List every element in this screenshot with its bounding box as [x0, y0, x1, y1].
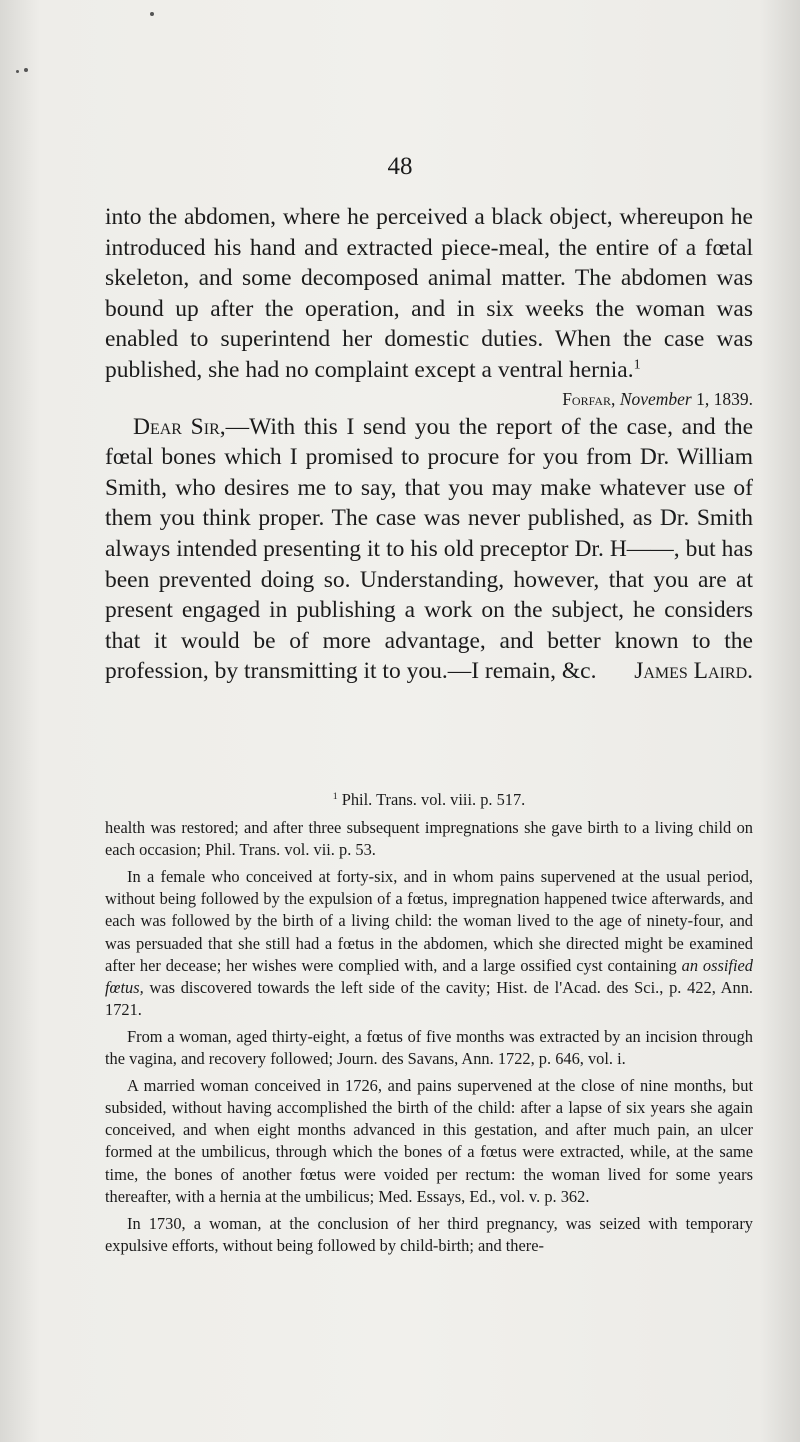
footnote-text: was discovered towards the left side of the cavity; Hist. de l'Acad. des Sci., p. 422, Ann. 1721.	[105, 977, 753, 1019]
scan-speck	[24, 68, 28, 72]
dateline-month: November	[619, 388, 692, 409]
dateline	[105, 386, 753, 412]
dateline-year: 1, 1839.	[696, 388, 753, 409]
footnote-ref-marker: 1	[332, 791, 338, 803]
footnote-text: In a female who conceived at forty-six, and in whom pains supervened at the usual period, without being followed by the expulsion of a fœtus, impregnation happened twice afterwards, and each was followed by the birth of a living child: the woman lived to the age of ninety-four, and was persuaded that she still had a fœtus in the abdomen, which she directed might be examined after her decease; her wishes were complied with, and a large ossified cyst containing	[105, 867, 753, 975]
letter-body: —With this I send you the report of the case, and the fœtal bones which I promised to procure for you from Dr. William Smith, who desires me to say, that you may make whatever use of them you think proper. The case was never published, as Dr. Smith always intended presenting it to his old preceptor Dr. H——, but has been prevented doing so. Understanding, however, that you are at present engaged in publishing a work on the subject, he considers that it would be of more advantage, and better known to the profession, by transmitting it to you.—I remain, &c.	[105, 413, 753, 685]
signature: James Laird.	[634, 658, 753, 685]
footnote-reference	[105, 789, 753, 811]
scan-speck	[150, 12, 154, 16]
main-text	[105, 202, 753, 687]
letter-paragraph	[105, 412, 753, 687]
dateline-place: Forfar,	[562, 388, 616, 409]
scan-speck	[16, 70, 19, 73]
footnote-marker: 1	[633, 356, 641, 373]
footnote-paragraph: From a woman, aged thirty-eight, a fœtus of five months was extracted by an incision through the vagina, and recovery followed; Journ. des Savans, Ann. 1722, p. 646, vol. i.	[105, 1026, 753, 1069]
page-number: 48	[387, 153, 413, 180]
footnote-paragraph: A married woman conceived in 1726, and pains supervened at the close of nine months, but subsided, without having accomplished the birth of the child: after a lapse of six years she again conceived, and when eight months advanced in this gestation, and after much pain, an ulcer formed at the umbilicus, through which the bones of a fœtus were extracted, while, at the same time, the bones of another fœtus were voided per rectum: the woman lived for some years thereafter, with a hernia at the umbilicus; Med. Essays, Ed., vol. v. p. 362.	[105, 1076, 753, 1206]
footnote-paragraph: In 1730, a woman, at the conclusion of her third pregnancy, was seized with temporary expulsive efforts, without being followed by child-birth; and there-	[105, 1213, 753, 1255]
footnotes	[105, 789, 753, 1262]
paragraph-text: into the abdomen, where he perceived a black object, whereupon he introduced his hand and extracted piece-meal, the entire of a fœtal skeleton, and some decomposed animal matter. The abdomen was bound up after the operation, and in six weeks the woman was enabled to superintend her domestic duties. When the case was published, she had no complaint except a ventral hernia.	[105, 204, 753, 383]
salutation: Dear Sir,	[133, 413, 226, 440]
footnote-continuation: health was restored; and after three subsequent impregnations she gave birth to a living child on each occasion; Phil. Trans. vol. vii. p. 53.	[105, 818, 753, 860]
footnote-italic: an ossified fœtus,	[105, 955, 753, 997]
body-paragraph	[105, 202, 753, 386]
footnote-ref-text: Phil. Trans. vol. viii. p. 517.	[341, 790, 526, 809]
footnote-paragraph	[105, 866, 753, 1021]
